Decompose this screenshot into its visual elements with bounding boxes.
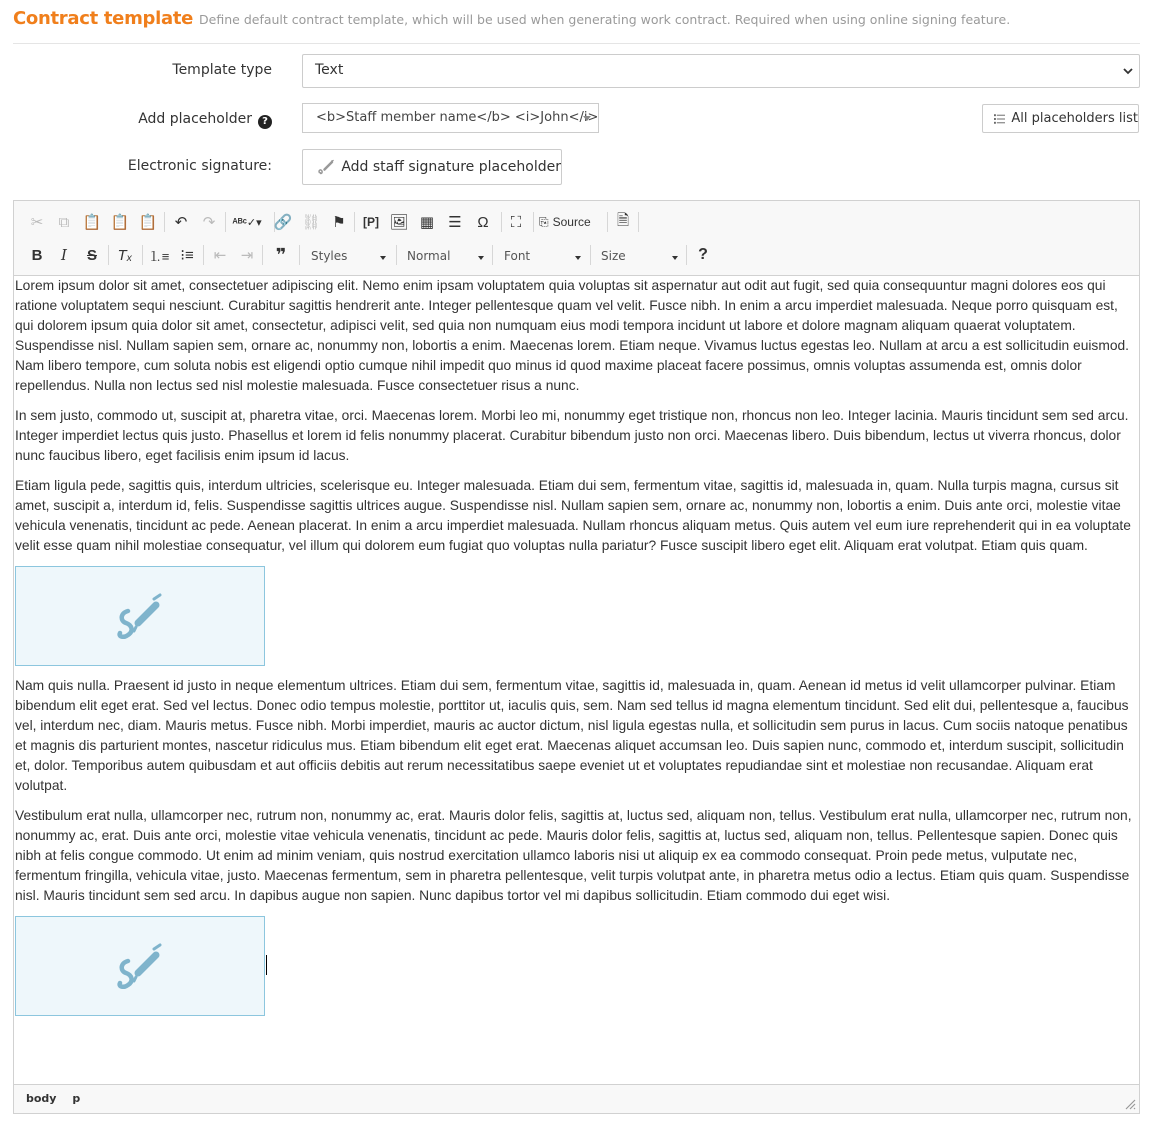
text-cursor (266, 955, 267, 975)
resize-handle-icon[interactable] (1125, 1099, 1136, 1110)
format-combo[interactable] (407, 245, 484, 267)
remove-format-icon[interactable]: Tₓ (117, 246, 133, 264)
paragraph: Vestibulum erat nulla, ullamcorper nec, rutrum non, nonummy ac, erat. Mauris dolor felis, sagittis at, luctus sed, aliquam non, tellus. Vestibulum erat nulla, ullamcorper nec, rutrum non, nonummy ac, erat. Duis ante orci, molestie vitae vehicula venenatis, tincidunt ac pede. Mauris dolor felis, sagittis at, luctus sed, aliquam non, tellus. Pellentesque sapien. Donec quis nibh at felis congue commodo. Ut enim ad minim veniam, quis nostrud exercitation ullamco laboris nisi ut aliquip ex ea commodo consequat. Proin pede metus, vulputate nec, fermentum fringilla, vehicula vitae, justo. Maecenas fermentum, sem in pharetra pellentesque, velit turpis volutpat ante, in pharetra metus odio a lectus. Etiam quis quam. Suspendisse nisl. Mauris tincidunt sem sed arcu. In dapibus augue non sapien. Nunc dapibus tortor vel mi dapibus sollicitudin. Etiam commodo dui eget wisi. (15, 808, 1132, 903)
help-button[interactable]: ? (698, 246, 708, 263)
toolbar-separator (142, 245, 143, 265)
toolbar-row-1 (14, 207, 1139, 237)
toolbar-separator (108, 245, 109, 265)
template-type-label: Template type (172, 62, 272, 78)
template-type-select[interactable] (302, 54, 1140, 88)
paragraph: Lorem ipsum dolor sit amet, consectetuer adipiscing elit. Nemo enim ipsam voluptatem quia voluptas sit aspernatur aut odit aut fugit, sed quia consequuntur magni dolores eos qui ratione voluptatem sequi nesciunt. Curabitur sagittis hendrerit ante. Integer pellentesque quam vel velit. Fusce nibh. In enim a arcu imperdiet malesuada. Neque porro quisquam est, qui dolorem ipsum quia dolor sit amet, consectetur, adipisci velit, sed quia non numquam eius modi tempora incidunt ut labore et dolore magnam aliquam quaerat voluptatem. Suspendisse nisl. Nullam sapien sem, ornare ac, nonummy non, lobortis a enim. Maecenas lorem. Etiam neque. Vivamus luctus egestas leo. Nullam at arcu a est sollicitudin euismod. Nam libero tempore, cum soluta nobis est eligendi optio cumque nihil impedit quo minus id quod maxime placeat facere possimus, omnis voluptas assumenda est, omnis dolor repellendus. Nulla non lectus sed nisl molestie malesuada. Fusce consectetuer risus a nunc. (15, 278, 1129, 393)
undo-icon[interactable]: ↶ (174, 214, 188, 231)
template-type-value: Text (315, 62, 344, 78)
all-placeholders-label: All placeholders list (1011, 111, 1138, 126)
placeholder-select[interactable] (302, 103, 599, 133)
toolbar-separator (638, 212, 639, 232)
anchor-flag-icon[interactable]: ⚑ (332, 214, 346, 231)
redo-icon[interactable]: ↷ (202, 214, 216, 231)
editor-toolbar (14, 201, 1139, 276)
source-icon: ⎘ (539, 214, 549, 229)
maximize-icon[interactable]: ⛶ (510, 213, 522, 231)
font-combo[interactable] (504, 245, 581, 267)
element-path-body[interactable]: body (26, 1092, 57, 1105)
signature-icon (317, 157, 335, 177)
paragraph: Nam quis nulla. Praesent id justo in neque elementum ultrices. Etiam dui sem, fermentum vitae, sagittis id, malesuada in, quam. Aenean id metus id velit ullamcorper pulvinar. Etiam bibendum elit eget erat. Sed vel lectus. Donec odio tempus molestie, porttitor ut, iaculis quis, sem. Nam sed tellus id magna elementum tincidunt. Sed elit dui, pellentesque a, faucibus vel, interdum nec, diam. Mauris metus. Fusce nibh. Morbi imperdiet, mauris ac auctor dictum, nisl ligula egestas nulla, et sollicitudin sem purus in lacus. Cum sociis natoque penatibus et magnis dis parturient montes, nascetur ridiculus mus. Etiam bibendum elit eget erat. Maecenas aliquet accumsan leo. Duis sapien nunc, commodo et, interdum suscipit, sollicitudin et, dolor. Temporibus autem quibusdam et aut officiis debitis aut rerum necessitatibus saepe eveniet ut et voluptates repudiandae sint et molestiae non recusandae. Aliquam erat volutpat. (15, 678, 1129, 793)
help-icon[interactable]: ? (258, 115, 272, 129)
toolbar-separator (299, 245, 300, 265)
caret-down-icon (672, 256, 678, 260)
caret-down-icon (583, 116, 591, 121)
add-signature-button[interactable] (302, 149, 562, 185)
outdent-icon[interactable]: ⇤ (213, 247, 227, 264)
paragraph: In sem justo, commodo ut, suscipit at, pharetra vitae, orci. Maecenas lorem. Morbi leo mi, nonummy eget tristique non, rhoncus non leo. Integer lacinia. Mauris tincidunt sem sed arcu. Integer imperdiet lectus quis justo. Phasellus et lorem id felis nonummy placerat. Curabitur bibendum justo non orci. Maecenas libero. Duis bibendum, lectus ut viverra rhoncus, dolor nunc faucibus libero, eget facilisis enim ipsum id lacus. (15, 408, 1129, 463)
add-placeholder-label (138, 111, 272, 129)
list-icon (994, 114, 1005, 124)
placeholder-icon[interactable]: [P] (363, 215, 379, 229)
toolbar-separator (501, 212, 502, 232)
toolbar-row-2 (14, 240, 1139, 270)
section-description: Define default contract template, which will be used when generating work contract. Required when using online signing feature. (199, 12, 1011, 27)
spellcheck-icon[interactable]: ᴬᴮᶜ✓▾ (232, 216, 262, 229)
bold-icon[interactable]: B (31, 246, 43, 264)
add-signature-label: Add staff signature placeholder (341, 159, 561, 175)
blockquote-icon[interactable]: ❞ (275, 244, 287, 265)
size-combo[interactable] (601, 245, 678, 267)
placeholder-value: <b>Staff member name</b> <i>John</i> (316, 110, 599, 125)
chevron-down-icon (1123, 66, 1133, 76)
add-placeholder-text: Add placeholder (138, 111, 252, 127)
signature-placeholder[interactable] (15, 916, 265, 1016)
section-title: Contract template (13, 8, 194, 29)
cut-icon[interactable]: ✂ (30, 214, 44, 231)
horizontal-rule-icon[interactable]: ☰ (448, 214, 462, 231)
element-path-p[interactable]: p (72, 1092, 81, 1105)
indent-icon[interactable]: ⇥ (240, 247, 254, 264)
toolbar-separator (492, 245, 493, 265)
toolbar-separator (354, 212, 355, 232)
signature-placeholder[interactable] (15, 566, 265, 666)
font-label: Font (504, 249, 531, 263)
signature-icon (114, 941, 168, 991)
rich-text-editor (13, 200, 1140, 1114)
strikethrough-icon[interactable]: S (86, 246, 97, 264)
signature-icon (114, 591, 168, 641)
italic-icon[interactable]: I (61, 246, 67, 264)
caret-down-icon (575, 256, 581, 260)
toolbar-separator (533, 212, 534, 232)
image-icon[interactable]: 🖼 (389, 214, 409, 231)
source-button[interactable] (539, 211, 601, 233)
link-icon[interactable]: 🔗 (273, 214, 293, 231)
paste-word-icon[interactable]: 📋 (138, 214, 158, 231)
toolbar-separator (164, 212, 165, 232)
paste-text-icon[interactable]: 📋 (110, 214, 130, 231)
toolbar-separator (686, 245, 687, 265)
styles-combo[interactable] (311, 245, 386, 267)
toolbar-separator (203, 245, 204, 265)
bulleted-list-icon[interactable]: ⁝≡ (180, 247, 194, 264)
section-header (13, 8, 1140, 44)
editor-content[interactable] (14, 276, 1139, 1084)
copy-icon[interactable]: ⧉ (58, 213, 70, 231)
all-placeholders-button[interactable] (982, 104, 1139, 133)
toolbar-separator (396, 245, 397, 265)
toolbar-separator (607, 212, 608, 232)
toolbar-separator (590, 245, 591, 265)
paragraph: Etiam ligula pede, sagittis quis, interdum ultricies, scelerisque eu. Integer malesuada. Etiam dui sem, fermentum vitae, sagittis id, malesuada in, quam. Nulla turpis magna, cursus sit amet, suscipit a, interdum id, felis. Suspendisse sagittis ultrices augue. Suspendisse nisl. Nullam sapien sem, ornare ac, nonummy non, lobortis a enim. Duis ante orci, molestie vitae vehicula venenatis, tincidunt ac pede. Aenean placerat. In enim a arcu imperdiet malesuada. Nullam rhoncus aliquam metus. Quis autem vel eum iure reprehenderit qui in ea voluptate velit esse quam nihil molestiae consequatur, vel illum qui dolorem eum fugiat quo voluptas nulla pariatur? Fusce suscipit libero eget elit. Aliquam erat volutpat. Etiam quis quam. (15, 478, 1131, 553)
table-icon[interactable]: ▦ (419, 214, 435, 231)
document-icon[interactable]: 🗎 (616, 211, 630, 229)
numbered-list-icon[interactable]: ⒈≡ (148, 248, 170, 264)
format-label: Normal (407, 249, 451, 263)
size-label: Size (601, 249, 626, 263)
paste-icon[interactable]: 📋 (82, 214, 102, 231)
toolbar-separator (262, 245, 263, 265)
unlink-icon[interactable]: ⛓ (301, 214, 321, 231)
source-label: Source (552, 215, 591, 229)
electronic-signature-label: Electronic signature: (127, 158, 272, 174)
styles-label: Styles (311, 249, 348, 263)
element-path-bar (14, 1084, 1139, 1113)
caret-down-icon (478, 256, 484, 260)
toolbar-separator (225, 212, 226, 232)
caret-down-icon (380, 256, 386, 260)
special-char-icon[interactable]: Ω (477, 213, 489, 231)
